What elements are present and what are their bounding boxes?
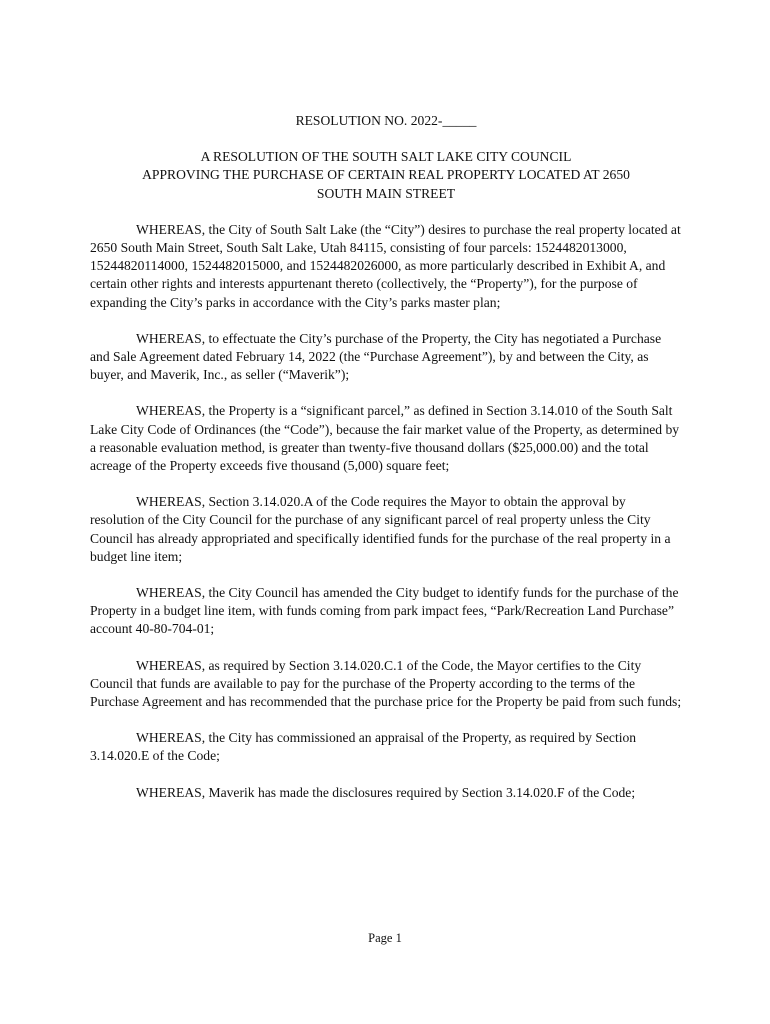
whereas-paragraph-4: WHEREAS, Section 3.14.020.A of the Code requires the Mayor to obtain the approval by resolution of the City Council for the purchase of any significant parcel of real property unless the City Council has already appropriated and specifically identified funds for the purchase of the real property in a budget line item; [90, 494, 671, 564]
whereas-paragraph-2: WHEREAS, to effectuate the City’s purchase of the Property, the City has negotiated a Purchase and Sale Agreement dated February 14, 2022 (the “Purchase Agreement”), by and between the City, as buyer, and Maverik, Inc., as seller (“Maverik”); [90, 330, 662, 383]
whereas-paragraph-8: WHEREAS, Maverik has made the disclosures required by Section 3.14.020.F of the Code; [136, 784, 636, 800]
resolution-number: RESOLUTION NO. 2022-_____ [295, 113, 477, 128]
whereas-paragraph-7: WHEREAS, the City has commissioned an appraisal of the Property, as required by Section 3.14.020.E of the Code; [90, 730, 637, 764]
title-line: APPROVING THE PURCHASE OF CERTAIN REAL PROPERTY LOCATED AT 2650 [142, 167, 630, 183]
page-number: Page 1 [368, 931, 402, 945]
whereas-paragraph-3: WHEREAS, the Property is a “significant parcel,” as defined in Section 3.14.010 of the South Salt Lake City Code of Ordinances (the “Code”), because the fair market value of the Property, as determined by a reasonable evaluation method, is greater than twenty-five thousand dollars ($25,000.00) and the total acreage of the Property exceeds five thousand (5,000) square feet; [90, 403, 680, 474]
title-line: A RESOLUTION OF THE SOUTH SALT LAKE CITY COUNCIL [200, 149, 572, 165]
title-line: SOUTH MAIN STREET [316, 185, 456, 201]
resolution-title [90, 148, 682, 203]
document-body [90, 112, 682, 820]
whereas-paragraph-5: WHEREAS, the City Council has amended the City budget to identify funds for the purchase of the Property in a budget line item, with funds coming from park impact fees, “Park/Recreation Land Purchase” account 40-80-704-01; [90, 585, 679, 637]
whereas-paragraph-6: WHEREAS, as required by Section 3.14.020.C.1 of the Code, the Mayor certifies to the City Council that funds are available to pay for the purchase of the Property according to the terms of the Purchase Agreement and has recommended that the purchase price for the Property be paid from such funds; [90, 657, 682, 710]
whereas-paragraph-1: WHEREAS, the City of South Salt Lake (the “City”) desires to purchase the real property located at 2650 South Main Street, South Salt Lake, Utah 84115, consisting of four parcels: 1524482013000, 15244820114000, 1524482015000, and 1524482026000, as more particularly described in Exhibit A, and certain other rights and interests appurtenant thereto (collectively, the “Property”), for the purpose of expanding the City’s parks in accordance with the City’s parks master plan; [90, 221, 681, 310]
